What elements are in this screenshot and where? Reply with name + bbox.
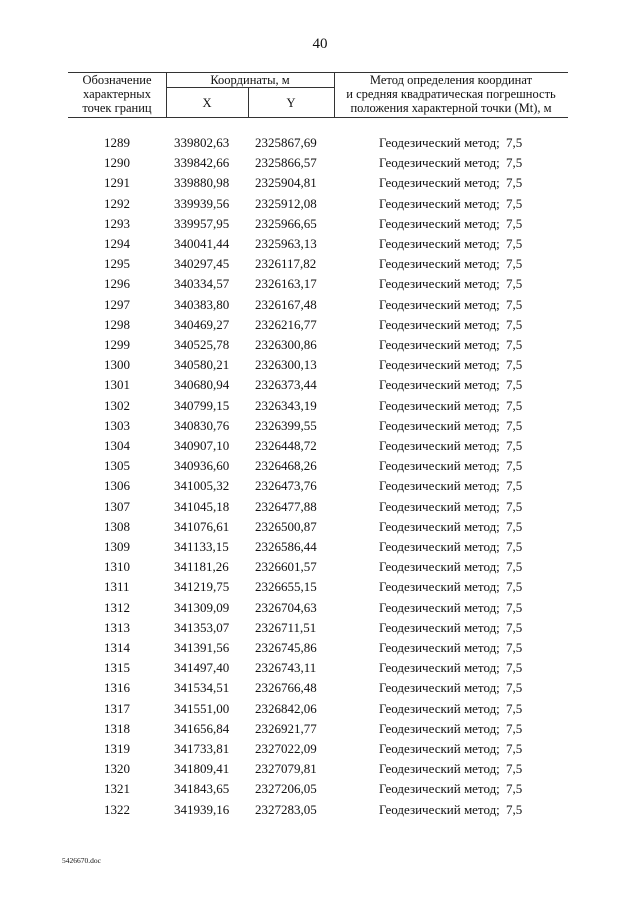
point-number: 1303 — [104, 417, 130, 433]
coord-y: 2326655,15 — [255, 579, 317, 595]
coord-y: 2326448,72 — [255, 438, 317, 453]
coord-x: 340297,45 — [174, 256, 230, 272]
mt-value: 7,5 — [506, 195, 523, 211]
coord-x: 340580,21 — [174, 357, 230, 373]
method-text: Геодезический метод; — [379, 236, 500, 251]
mt-value: 7,5 — [506, 559, 523, 575]
mt-value: 7,5 — [506, 720, 523, 736]
mt-value: 7,5 — [506, 316, 523, 332]
method-text: Геодезический метод; — [379, 700, 500, 716]
coord-x: 341843,65 — [174, 781, 230, 797]
coord-y: 2326163,17 — [255, 276, 317, 292]
table-row — [0, 579, 640, 599]
coord-x: 341076,61 — [174, 518, 230, 534]
coord-y: 2325963,13 — [255, 236, 317, 251]
coord-y: 2327206,05 — [255, 781, 317, 797]
coord-y: 2326766,48 — [255, 680, 317, 696]
coord-x: 339880,98 — [174, 175, 230, 191]
table-row — [0, 418, 640, 438]
coord-x: 340041,44 — [174, 236, 230, 251]
method-text: Геодезический метод; — [379, 377, 500, 393]
coord-y: 2326842,06 — [255, 700, 317, 716]
coord-x: 339802,63 — [174, 135, 230, 150]
coord-x: 341656,84 — [174, 720, 230, 736]
table-row — [0, 276, 640, 296]
method-text: Геодезический метод; — [379, 215, 500, 231]
coord-y: 2325966,65 — [255, 215, 317, 231]
point-number: 1305 — [104, 458, 130, 474]
mt-value: 7,5 — [506, 458, 523, 474]
table-row — [0, 216, 640, 236]
mt-value: 7,5 — [506, 741, 523, 756]
coord-y: 2326921,77 — [255, 720, 317, 736]
method-text: Геодезический метод; — [379, 397, 500, 413]
coord-y: 2327022,09 — [255, 741, 317, 756]
method-text: Геодезический метод; — [379, 276, 500, 292]
mt-value: 7,5 — [506, 357, 523, 373]
method-text: Геодезический метод; — [379, 801, 500, 817]
mt-value: 7,5 — [506, 155, 523, 171]
coord-x: 341391,56 — [174, 640, 230, 655]
table-row — [0, 398, 640, 418]
header-point-col — [68, 73, 166, 115]
coord-y: 2326586,44 — [255, 539, 317, 554]
coord-x: 339939,56 — [174, 195, 230, 211]
method-text: Геодезический метод; — [379, 539, 500, 554]
coord-x: 340525,78 — [174, 337, 230, 352]
coord-y: 2326167,48 — [255, 296, 317, 312]
table-row — [0, 660, 640, 680]
table-row — [0, 620, 640, 640]
table-row — [0, 357, 640, 377]
method-text: Геодезический метод; — [379, 438, 500, 453]
coord-x: 341497,40 — [174, 660, 230, 676]
mt-value: 7,5 — [506, 337, 523, 352]
coord-x: 341219,75 — [174, 579, 230, 595]
coord-x: 341045,18 — [174, 498, 230, 514]
table-row — [0, 175, 640, 195]
table-row — [0, 781, 640, 801]
table-row — [0, 640, 640, 660]
mt-value: 7,5 — [506, 579, 523, 595]
point-number: 1308 — [104, 518, 130, 534]
method-text: Геодезический метод; — [379, 478, 500, 494]
coord-x: 340830,76 — [174, 417, 230, 433]
coord-x: 339842,66 — [174, 155, 230, 171]
coord-y: 2326300,13 — [255, 357, 317, 373]
table-row — [0, 741, 640, 761]
point-number: 1318 — [104, 720, 130, 736]
point-number: 1306 — [104, 478, 130, 494]
mt-value: 7,5 — [506, 397, 523, 413]
mt-value: 7,5 — [506, 640, 523, 655]
coord-y: 2326711,51 — [255, 619, 317, 635]
table-row — [0, 196, 640, 216]
mt-value: 7,5 — [506, 276, 523, 292]
point-number: 1310 — [104, 559, 130, 575]
coord-x: 341133,15 — [174, 539, 229, 554]
point-number: 1317 — [104, 700, 130, 716]
method-text: Геодезический метод; — [379, 680, 500, 696]
coord-y: 2326468,26 — [255, 458, 317, 474]
table-row — [0, 377, 640, 397]
coord-y: 2326343,19 — [255, 397, 317, 413]
mt-value: 7,5 — [506, 539, 523, 554]
coord-y: 2326500,87 — [255, 518, 317, 534]
method-text: Геодезический метод; — [379, 579, 500, 595]
coord-x: 341733,81 — [174, 741, 230, 756]
coord-x: 341181,26 — [174, 559, 229, 575]
point-number: 1319 — [104, 741, 130, 756]
header-bottom-rule — [68, 117, 568, 118]
point-number: 1294 — [104, 236, 130, 251]
point-number: 1299 — [104, 337, 130, 352]
mt-value: 7,5 — [506, 478, 523, 494]
method-text: Геодезический метод; — [379, 761, 500, 777]
point-number: 1316 — [104, 680, 130, 696]
table-row — [0, 297, 640, 317]
point-number: 1322 — [104, 801, 130, 817]
coord-x: 340334,57 — [174, 276, 230, 292]
table-row — [0, 135, 640, 155]
method-text: Геодезический метод; — [379, 316, 500, 332]
coord-y: 2326300,86 — [255, 337, 317, 352]
point-number: 1295 — [104, 256, 130, 272]
method-text: Геодезический метод; — [379, 599, 500, 615]
header-point-line-3: точек границ — [82, 101, 152, 115]
method-text: Геодезический метод; — [379, 417, 500, 433]
method-text: Геодезический метод; — [379, 296, 500, 312]
point-number: 1311 — [104, 579, 130, 595]
coord-y: 2325912,08 — [255, 195, 317, 211]
mt-value: 7,5 — [506, 518, 523, 534]
coord-x: 340936,60 — [174, 458, 230, 474]
coord-x: 341309,09 — [174, 599, 230, 615]
table-row — [0, 155, 640, 175]
mt-value: 7,5 — [506, 700, 523, 716]
method-text: Геодезический метод; — [379, 175, 500, 191]
coord-x: 340469,27 — [174, 316, 230, 332]
method-text: Геодезический метод; — [379, 337, 500, 352]
mt-value: 7,5 — [506, 296, 523, 312]
coord-y: 2326704,63 — [255, 599, 317, 615]
header-method-col — [334, 73, 568, 115]
point-number: 1292 — [104, 195, 130, 211]
point-number: 1296 — [104, 276, 130, 292]
point-number: 1291 — [104, 175, 130, 191]
mt-value: 7,5 — [506, 236, 523, 251]
mt-value: 7,5 — [506, 761, 523, 777]
coord-x: 341939,16 — [174, 801, 230, 817]
point-number: 1290 — [104, 155, 130, 171]
method-text: Геодезический метод; — [379, 256, 500, 272]
point-number: 1307 — [104, 498, 130, 514]
point-number: 1309 — [104, 539, 130, 554]
header-method-line-2: и средняя квадратическая погрешность — [346, 87, 556, 101]
table-row — [0, 600, 640, 620]
table-row — [0, 317, 640, 337]
mt-value: 7,5 — [506, 256, 523, 272]
coord-y: 2326473,76 — [255, 478, 317, 494]
page-number: 40 — [312, 36, 328, 52]
point-number: 1320 — [104, 761, 130, 777]
point-number: 1289 — [104, 135, 130, 150]
header-y: Y — [286, 96, 296, 110]
table-row — [0, 680, 640, 700]
coord-x: 340680,94 — [174, 377, 230, 393]
mt-value: 7,5 — [506, 680, 523, 696]
coord-x: 340907,10 — [174, 438, 230, 453]
mt-value: 7,5 — [506, 498, 523, 514]
coord-y: 2325904,81 — [255, 175, 317, 191]
method-text: Геодезический метод; — [379, 357, 500, 373]
point-number: 1304 — [104, 438, 130, 453]
table-row — [0, 438, 640, 458]
point-number: 1313 — [104, 619, 130, 635]
method-text: Геодезический метод; — [379, 518, 500, 534]
mt-value: 7,5 — [506, 801, 523, 817]
method-text: Геодезический метод; — [379, 741, 500, 756]
method-text: Геодезический метод; — [379, 458, 500, 474]
coord-x: 339957,95 — [174, 215, 230, 231]
table-row — [0, 761, 640, 781]
point-number: 1297 — [104, 296, 130, 312]
header-point-line-2: характерных — [83, 87, 151, 101]
method-text: Геодезический метод; — [379, 498, 500, 514]
mt-value: 7,5 — [506, 619, 523, 635]
table-row — [0, 458, 640, 478]
method-text: Геодезический метод; — [379, 155, 500, 171]
coord-y: 2326216,77 — [255, 316, 317, 332]
method-text: Геодезический метод; — [379, 640, 500, 655]
method-text: Геодезический метод; — [379, 720, 500, 736]
table-row — [0, 256, 640, 276]
mt-value: 7,5 — [506, 781, 523, 797]
coord-y: 2325867,69 — [255, 135, 317, 150]
coord-x: 341551,00 — [174, 700, 230, 716]
point-number: 1293 — [104, 215, 130, 231]
point-number: 1312 — [104, 599, 130, 615]
header-method-line-1: Метод определения координат — [369, 73, 533, 87]
mt-value: 7,5 — [506, 377, 523, 393]
coord-x: 341005,32 — [174, 478, 230, 494]
mt-value: 7,5 — [506, 175, 523, 191]
coord-x: 341534,51 — [174, 680, 230, 696]
header-coords: Координаты, м — [210, 73, 290, 87]
method-text: Геодезический метод; — [379, 781, 500, 797]
point-number: 1300 — [104, 357, 130, 373]
table-row — [0, 539, 640, 559]
table-row — [0, 802, 640, 822]
coord-y: 2326601,57 — [255, 559, 317, 575]
coord-y: 2326745,86 — [255, 640, 317, 655]
coord-x: 341809,41 — [174, 761, 230, 777]
mt-value: 7,5 — [506, 135, 523, 150]
coords-sub-rule — [166, 87, 334, 88]
coord-y: 2326477,88 — [255, 498, 317, 514]
coord-x: 340799,15 — [174, 397, 230, 413]
point-number: 1314 — [104, 640, 130, 655]
coord-y: 2326117,82 — [255, 256, 317, 272]
point-number: 1315 — [104, 660, 130, 676]
table-row — [0, 499, 640, 519]
coord-x: 340383,80 — [174, 296, 230, 312]
mt-value: 7,5 — [506, 660, 523, 676]
point-number: 1302 — [104, 397, 130, 413]
table-row — [0, 337, 640, 357]
header-x: X — [202, 96, 212, 110]
point-number: 1298 — [104, 316, 130, 332]
method-text: Геодезический метод; — [379, 559, 500, 575]
coord-y: 2325866,57 — [255, 155, 317, 171]
table-row — [0, 519, 640, 539]
coord-y: 2327079,81 — [255, 761, 317, 777]
mt-value: 7,5 — [506, 438, 523, 453]
table-row — [0, 701, 640, 721]
point-number: 1301 — [104, 377, 130, 393]
mt-value: 7,5 — [506, 215, 523, 231]
method-text: Геодезический метод; — [379, 135, 500, 150]
method-text: Геодезический метод; — [379, 195, 500, 211]
header-method-line-3: положения характерной точки (Mt), м — [350, 101, 552, 115]
coord-y: 2326373,44 — [255, 377, 317, 393]
coord-y: 2326743,11 — [255, 660, 317, 676]
mt-value: 7,5 — [506, 599, 523, 615]
table-row — [0, 559, 640, 579]
table-row — [0, 236, 640, 256]
method-text: Геодезический метод; — [379, 660, 500, 676]
header-point-line-1: Обозначение — [82, 73, 152, 87]
table-row — [0, 478, 640, 498]
mt-value: 7,5 — [506, 417, 523, 433]
point-number: 1321 — [104, 781, 130, 797]
coord-x: 341353,07 — [174, 619, 230, 635]
footer-filename: 5426670.doc — [62, 856, 101, 865]
method-text: Геодезический метод; — [379, 619, 500, 635]
table-row — [0, 721, 640, 741]
coord-y: 2326399,55 — [255, 417, 317, 433]
coord-y: 2327283,05 — [255, 801, 317, 817]
